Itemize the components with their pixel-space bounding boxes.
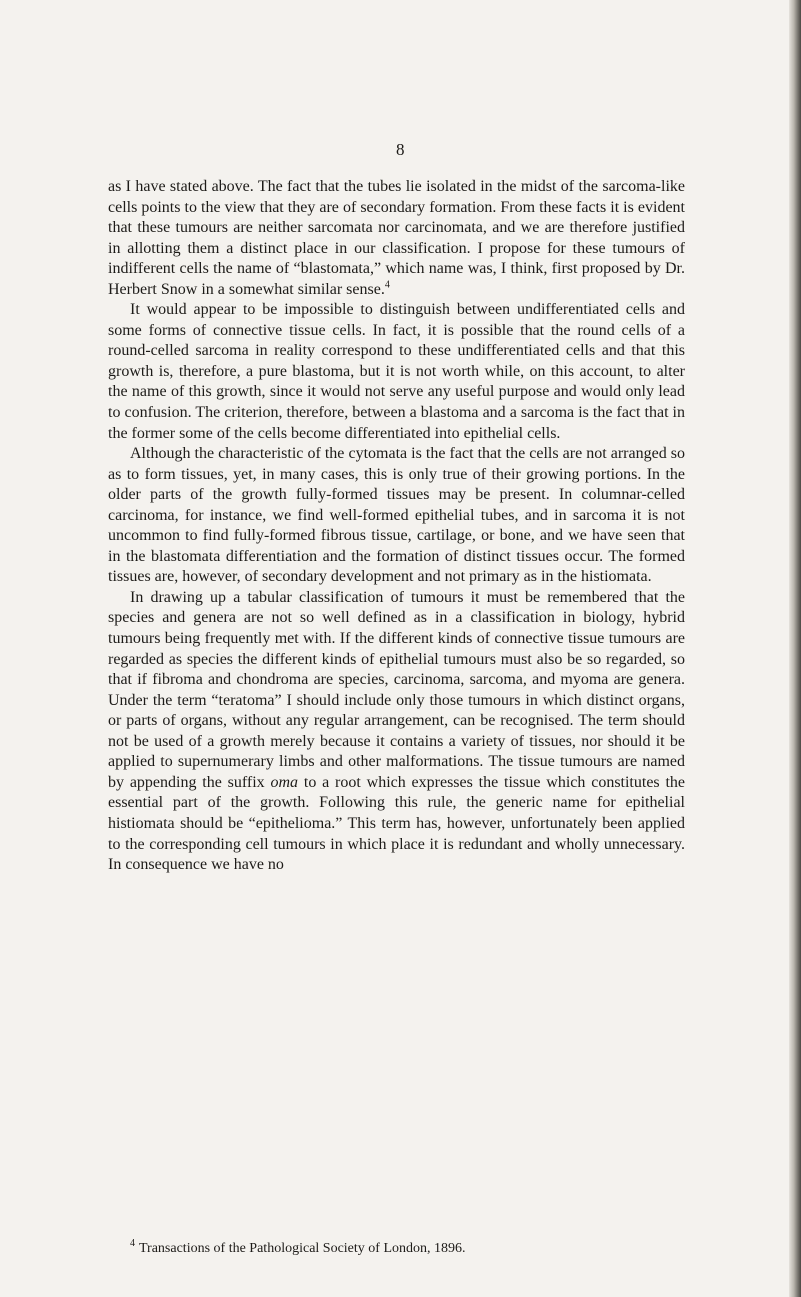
page-edge-shadow (789, 0, 801, 1297)
paragraph-4 (108, 588, 685, 876)
paragraph-4-text-a: In drawing up a tabular classification of tumours it must be remembered that the species and genera are not so well defined as in a classification in biology, hybrid tumours being frequently met with. If the different kinds of connective tissue tumours are regarded as species the different kinds of epithelial tumours must also be so regarded, so that if fibroma and chondroma are species, carcinoma, sarcoma, and myoma are genera. Under the term “teratoma” I should include only those tumours in which distinct organs, or parts of organs, without any regular arrangement, can be recognised. The term should not be used of a growth merely because it contains a variety of tissues, nor should it be applied to supernumerary limbs and other malformations. The tissue tumours are named by appending the suffix (108, 588, 685, 791)
paragraph-1-text: as I have stated above. The fact that the tubes lie isolated in the midst of the sarcoma-like cells points to the view that they are of secondary formation. From these facts it is evident that these tumours are neither sarcomata nor carcinomata, and we are therefore justified in allotting them a distinct place in our classification. I propose for these tumours of indifferent cells the name of “blastomata,” which name was, I think, first proposed by Dr. Herbert Snow in a somewhat similar sense. (108, 178, 685, 298)
body-text (108, 177, 685, 876)
footnote-reference: 4 (384, 279, 390, 291)
paragraph-3: Although the characteristic of the cytomata is the fact that the cells are not arranged so as to form tissues, yet, in many cases, this is only true of their growing portions. In the older parts of the growth fully-formed tissues may be present. In columnar-celled carcinoma, for instance, we find well-formed epithelial tubes, and in sarcoma it is not uncommon to find fully-formed fibrous tissue, cartilage, or bone, and we have seen that in the blastomata differentiation and the formation of distinct tissues occur. The formed tissues are, however, of secondary development and not primary as in the histiomata. (108, 445, 685, 586)
paragraph-2: It would appear to be impossible to distinguish between undifferentiated cells and some forms of connective tissue cells. In fact, it is possible that the round cells of a round-celled sarcoma in reality correspond to these undifferentiated cells and that this growth is, therefore, a pure blastoma, but it is not worth while, on this account, to alter the name of this growth, since it would not serve any useful purpose and would only lead to confusion. The criterion, therefore, between a blastoma and a sarcoma is the fact that in the former some of the cells become differentiated into epithelial cells. (108, 301, 685, 442)
footnote-number: 4 (130, 1238, 135, 1250)
footnote-text: Transactions of the Pathological Society of London, 1896. (139, 1241, 466, 1256)
paragraph-1 (108, 177, 685, 300)
suffix-oma: oma (270, 773, 299, 791)
page-number: 8 (396, 140, 405, 159)
footnote (108, 1240, 708, 1258)
paragraph-4-text-b: to a root which expresses the tissue which constitutes the essential part of the growth. Following this rule, the generic name for epithelial histiomata should be “epithelioma.” This term has, however, unfortunately been applied to the corresponding cell tumours in which place it is redundant and wholly unnecessary. In consequence we have no (108, 773, 686, 874)
